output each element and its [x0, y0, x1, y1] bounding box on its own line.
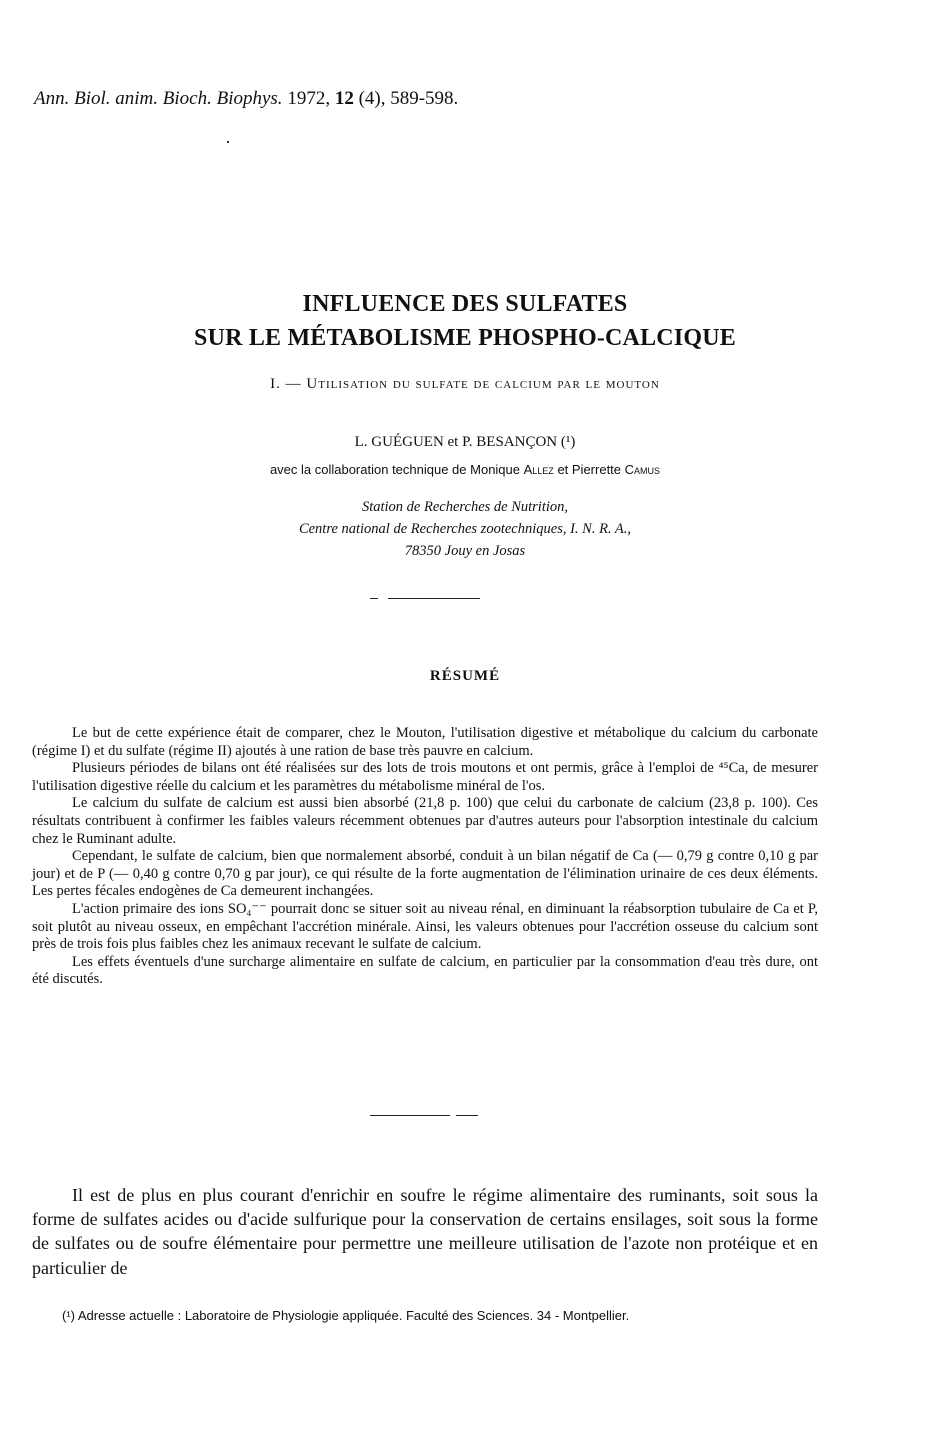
collaboration-line	[0, 462, 930, 477]
body-paragraph: Il est de plus en plus courant d'enrichir en soufre le régime alimentaire des ruminants, soit sous la forme de sulfates acides ou d'acide sulfurique pour la conservation de certains ensilages, soit sous la forme de sulfates ou de soufre élémentaire pour permettre une meilleure utilisation de l'azote non protéique et en particulier de	[32, 1185, 818, 1278]
journal-name: Ann. Biol. anim. Bioch. Biophys.	[34, 88, 283, 109]
abstract-paragraph: Plusieurs périodes de bilans ont été réalisées sur des lots de trois moutons et ont permis, grâce à l'emploi de ⁴⁵Ca, de mesurer l'utilisation digestive réelle du calcium et les paramètres du métabolisme minéral de l'os.	[32, 760, 818, 794]
abstract-paragraph: Cependant, le sulfate de calcium, bien que normalement absorbé, conduit à un bilan négatif de Ca (— 0,79 g contre 0,10 g par jour) et de P (— 0,40 g contre 0,70 g par jour), ce qui résulte de la forte augmentation de l'élimination urinaire de ces deux éléments. Les pertes fécales endogènes de Ca demeurent inchangées.	[32, 848, 818, 900]
separator-rule-bottom-b	[456, 1115, 478, 1116]
body-text	[32, 1183, 818, 1280]
separator-rule-top-b	[388, 598, 480, 599]
citation-issue-pages: (4), 589-598.	[358, 88, 459, 109]
stray-dot	[227, 141, 229, 143]
abstract	[32, 725, 818, 989]
article-title-line-1: INFLUENCE DES SULFATES	[302, 291, 628, 317]
citation-year: 1972,	[287, 88, 331, 109]
article-subtitle: I. — Utilisation du sulfate de calcium par le mouton	[270, 376, 660, 392]
resume-heading: RÉSUMÉ	[429, 668, 501, 684]
collab-prefix: avec la collaboration technique de Monique	[269, 462, 520, 477]
affiliation-line-2: Centre national de Recherches zootechniques, I. N. R. A.,	[298, 521, 632, 537]
separator-rule-bottom-a	[370, 1115, 450, 1116]
article-title-line-2: SUR LE MÉTABOLISME PHOSPHO-CALCIQUE	[194, 325, 736, 351]
abstract-paragraph: Les effets éventuels d'une surcharge alimentaire en sulfate de calcium, en particulier par la consommation d'eau très dure, ont été discutés.	[32, 953, 818, 988]
citation-volume: 12	[334, 88, 354, 109]
abstract-paragraph: L'action primaire des ions SO₄⁻⁻ pourrait donc se situer soit au niveau rénal, en diminuant la réabsorption tubulaire de Ca et P, soit plutôt au niveau osseux, en empêchant l'accrétion minérale. Ainsi, les valeurs obtenues pour l'accrétion osseuse du calcium sont près de trois fois plus faibles chez les animaux recevant le sulfate de calcium.	[32, 900, 818, 953]
collab-joiner: et Pierrette	[557, 462, 622, 477]
abstract-paragraph: Le but de cette expérience était de comparer, chez le Mouton, l'utilisation digestive et métabolique du calcium du carbonate (régime I) et du sulfate (régime II) ajoutés à une ration de base très pauvre en calcium.	[32, 725, 818, 759]
abstract-paragraph: Le calcium du sulfate de calcium est aussi bien absorbé (21,8 p. 100) que celui du carbonate de calcium (23,8 p. 100). Ces résultats contribuent à confirmer les faibles valeurs récemment obtenues par d'autres auteurs pour l'absorption intestinale du calcium chez le Ruminant adulte.	[32, 795, 818, 847]
collab-name-2: Camus	[624, 462, 661, 477]
affiliation-line-3: 78350 Jouy en Josas	[404, 543, 526, 559]
separator-rule-top-a	[370, 598, 378, 599]
affiliation-line-1: Station de Recherches de Nutrition,	[361, 499, 569, 515]
footnote: (¹) Adresse actuelle : Laboratoire de Physiologie appliquée. Faculté des Sciences. 34 - Montpellier.	[62, 1308, 630, 1323]
authors: L. GUÉGUEN et P. BESANÇON (¹)	[354, 434, 576, 450]
collab-name-1: Allez	[523, 462, 554, 477]
journal-citation	[34, 88, 458, 110]
